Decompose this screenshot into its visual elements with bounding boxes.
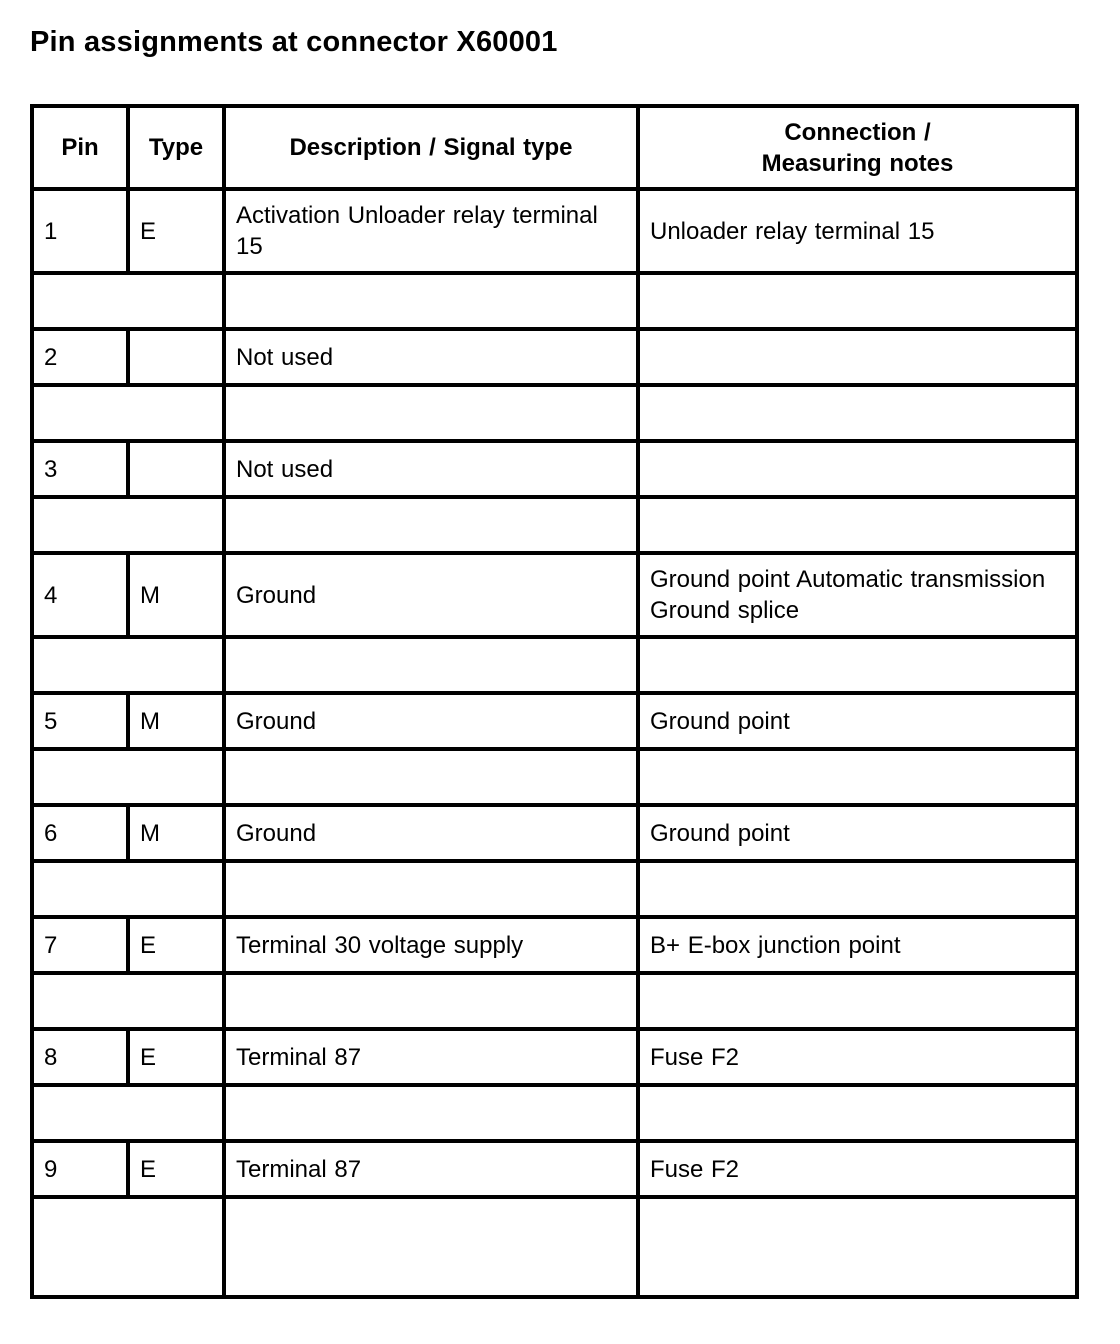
description-cell: Ground (224, 805, 638, 861)
type-cell (128, 329, 224, 385)
pin-cell: 9 (32, 1141, 128, 1197)
spacer-row (32, 1197, 1077, 1297)
pin-cell: 1 (32, 189, 128, 273)
description-cell: Terminal 30 voltage supply (224, 917, 638, 973)
table-body (32, 189, 1077, 1297)
spacer-row (32, 973, 1077, 1029)
table-row (32, 693, 1077, 749)
description-cell: Terminal 87 (224, 1141, 638, 1197)
spacer-cell (32, 1085, 224, 1141)
table-row (32, 1029, 1077, 1085)
header-pin: Pin (32, 106, 128, 189)
spacer-cell (224, 497, 638, 553)
pin-cell: 3 (32, 441, 128, 497)
spacer-cell (638, 749, 1077, 805)
table-row (32, 329, 1077, 385)
type-cell: E (128, 1029, 224, 1085)
type-cell: E (128, 1141, 224, 1197)
description-cell: Terminal 87 (224, 1029, 638, 1085)
description-cell: Ground (224, 553, 638, 637)
type-cell: E (128, 917, 224, 973)
spacer-cell (224, 861, 638, 917)
pin-cell: 7 (32, 917, 128, 973)
connection-cell: Fuse F2 (638, 1141, 1077, 1197)
table-row (32, 1141, 1077, 1197)
spacer-cell (224, 385, 638, 441)
header-description: Description / Signal type (224, 106, 638, 189)
connection-cell: B+ E-box junction point (638, 917, 1077, 973)
spacer-cell (224, 973, 638, 1029)
spacer-cell (638, 497, 1077, 553)
spacer-cell (638, 1197, 1077, 1297)
spacer-cell (32, 1197, 224, 1297)
spacer-cell (32, 861, 224, 917)
connection-cell: Ground point Automatic transmission Ground splice (638, 553, 1077, 637)
pin-cell: 6 (32, 805, 128, 861)
spacer-cell (32, 637, 224, 693)
pin-cell: 5 (32, 693, 128, 749)
table-header-row (32, 106, 1077, 189)
spacer-cell (638, 385, 1077, 441)
table-row (32, 805, 1077, 861)
spacer-cell (638, 273, 1077, 329)
spacer-cell (32, 497, 224, 553)
spacer-cell (224, 273, 638, 329)
description-cell: Not used (224, 329, 638, 385)
spacer-cell (224, 749, 638, 805)
spacer-cell (638, 861, 1077, 917)
type-cell: M (128, 693, 224, 749)
spacer-cell (638, 637, 1077, 693)
spacer-row (32, 273, 1077, 329)
header-connection (638, 106, 1077, 189)
table-row (32, 189, 1077, 273)
spacer-cell (224, 1197, 638, 1297)
type-cell (128, 441, 224, 497)
spacer-cell (638, 1085, 1077, 1141)
spacer-cell (224, 1085, 638, 1141)
connection-cell: Ground point (638, 693, 1077, 749)
header-connection-text: Connection / Measuring notes (761, 118, 954, 177)
description-cell: Activation Unloader relay terminal 15 (224, 189, 638, 273)
spacer-row (32, 497, 1077, 553)
description-cell: Not used (224, 441, 638, 497)
spacer-row (32, 385, 1077, 441)
type-cell: E (128, 189, 224, 273)
description-cell: Ground (224, 693, 638, 749)
connection-cell (638, 441, 1077, 497)
connection-cell: Ground point (638, 805, 1077, 861)
table-row (32, 917, 1077, 973)
spacer-cell (32, 385, 224, 441)
spacer-cell (638, 973, 1077, 1029)
spacer-row (32, 749, 1077, 805)
type-cell: M (128, 553, 224, 637)
connection-cell: Fuse F2 (638, 1029, 1077, 1085)
table-row (32, 553, 1077, 637)
type-cell: M (128, 805, 224, 861)
spacer-cell (32, 273, 224, 329)
connection-cell: Unloader relay terminal 15 (638, 189, 1077, 273)
page-title: Pin assignments at connector X60001 (30, 26, 558, 58)
pin-cell: 2 (32, 329, 128, 385)
header-type: Type (128, 106, 224, 189)
pin-cell: 8 (32, 1029, 128, 1085)
connection-cell (638, 329, 1077, 385)
spacer-cell (32, 749, 224, 805)
spacer-row (32, 1085, 1077, 1141)
spacer-row (32, 637, 1077, 693)
pin-assignment-table (30, 104, 1079, 1299)
pin-cell: 4 (32, 553, 128, 637)
spacer-cell (224, 637, 638, 693)
spacer-row (32, 861, 1077, 917)
table-row (32, 441, 1077, 497)
spacer-cell (32, 973, 224, 1029)
